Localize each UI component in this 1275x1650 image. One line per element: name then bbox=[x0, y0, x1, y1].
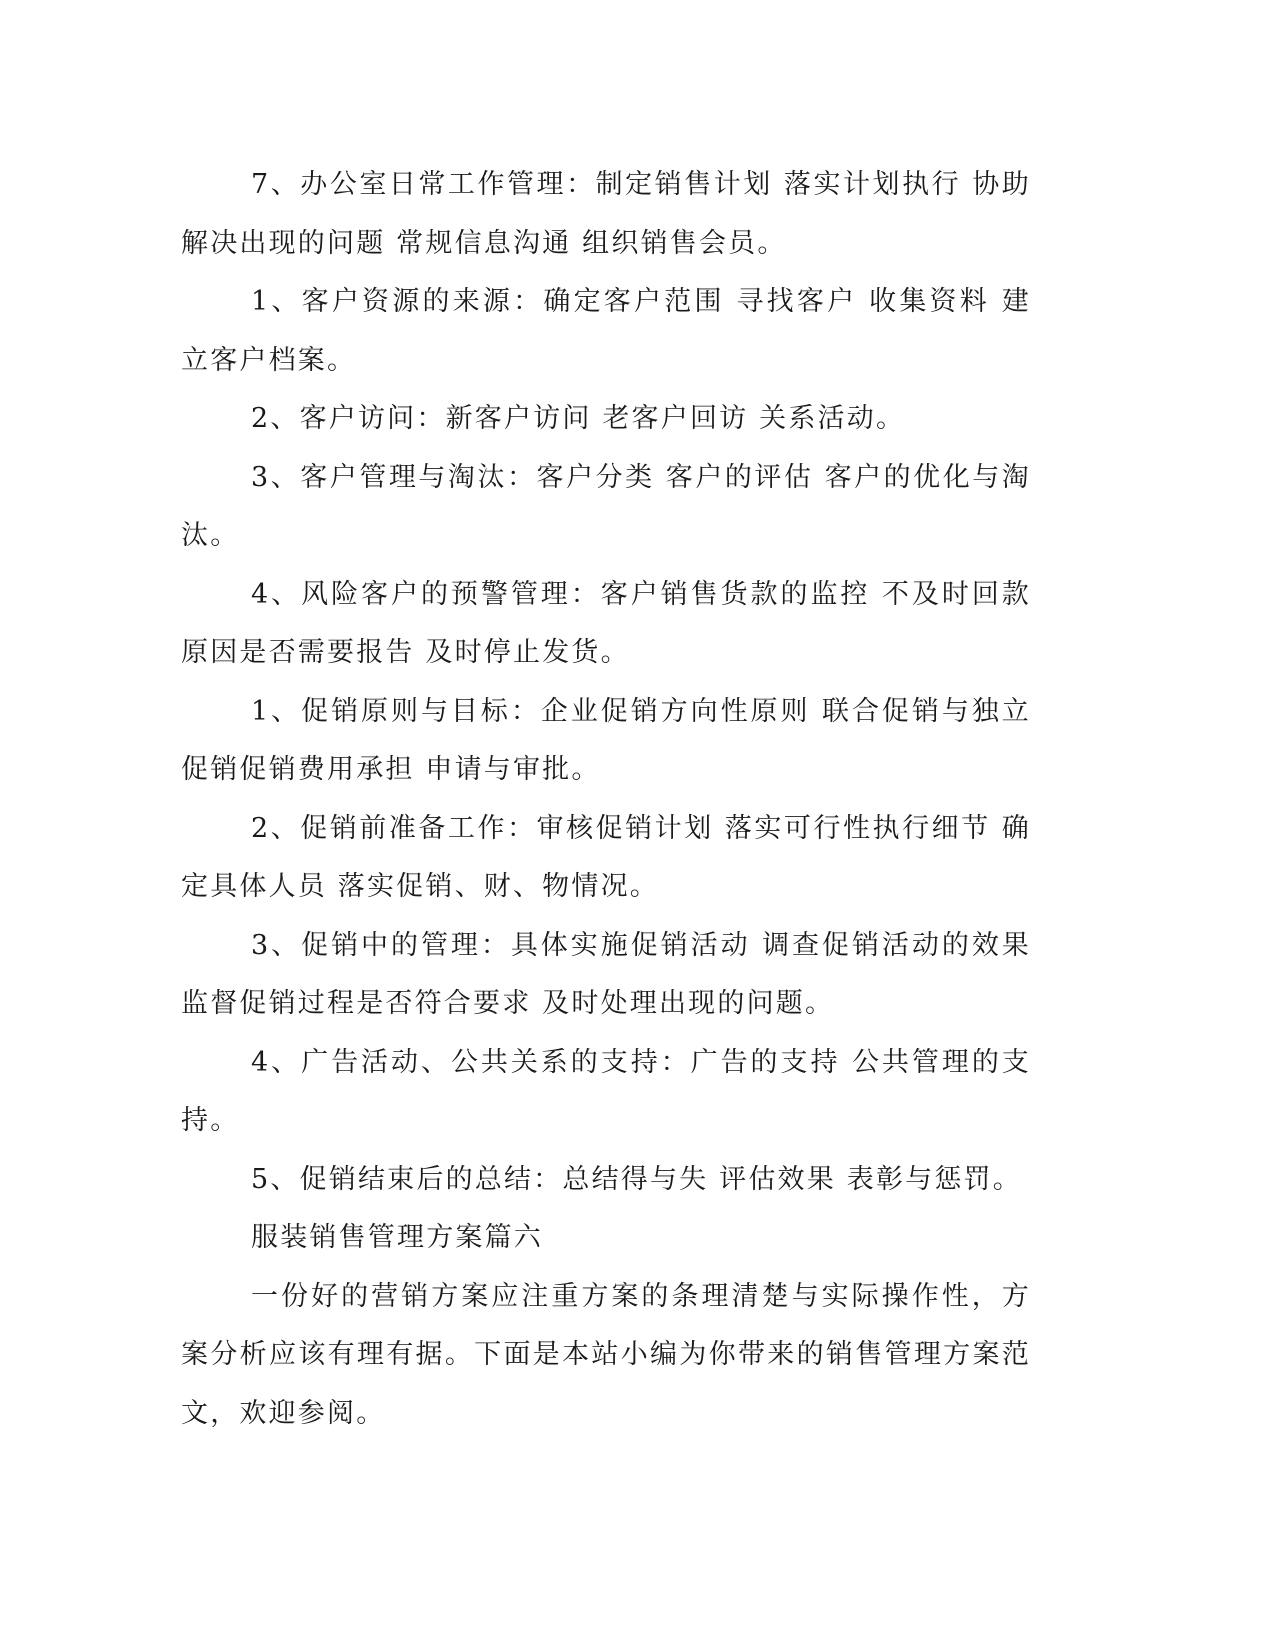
paragraph-office-management: 7、办公室日常工作管理：制定销售计划 落实计划执行 协助解决出现的问题 常规信息沟通 组织销售会员。 bbox=[181, 169, 1031, 259]
paragraph-customer-visits: 2、客户访问：新客户访问 老客户回访 关系活动。 bbox=[251, 403, 906, 434]
paragraph-advertising-support: 4、广告活动、公共关系的支持：广告的支持 公共管理的支持。 bbox=[181, 1046, 1031, 1136]
paragraph-promotion-preparation: 2、促销前准备工作：审核促销计划 落实可行性执行细节 确定具体人员 落实促销、财、物情况。 bbox=[181, 812, 1031, 902]
paragraph-risk-warning: 4、风险客户的预警管理：客户销售货款的监控 不及时回款原因是否需要报告 及时停止发货。 bbox=[181, 578, 1031, 668]
paragraph-promotion-principles: 1、促销原则与目标：企业促销方向性原则 联合促销与独立促销促销费用承担 申请与审批。 bbox=[181, 695, 1031, 785]
paragraph-customer-elimination: 3、客户管理与淘汰：客户分类 客户的评估 客户的优化与淘汰。 bbox=[181, 461, 1031, 551]
section-heading: 服装销售管理方案篇六 bbox=[251, 1222, 543, 1253]
paragraph-customer-sources: 1、客户资源的来源：确定客户范围 寻找客户 收集资料 建立客户档案。 bbox=[181, 286, 1031, 376]
paragraph-intro: 一份好的营销方案应注重方案的条理清楚与实际操作性，方案分析应该有理有据。下面是本站小编为你带来的销售管理方案范文，欢迎参阅。 bbox=[181, 1280, 1031, 1429]
paragraph-promotion-summary: 5、促销结束后的总结：总结得与失 评估效果 表彰与惩罚。 bbox=[251, 1163, 1022, 1195]
document-body bbox=[181, 156, 1031, 1443]
paragraph-promotion-management: 3、促销中的管理：具体实施促销活动 调查促销活动的效果 监督促销过程是否符合要求 及时处理出现的问题。 bbox=[181, 929, 1031, 1019]
